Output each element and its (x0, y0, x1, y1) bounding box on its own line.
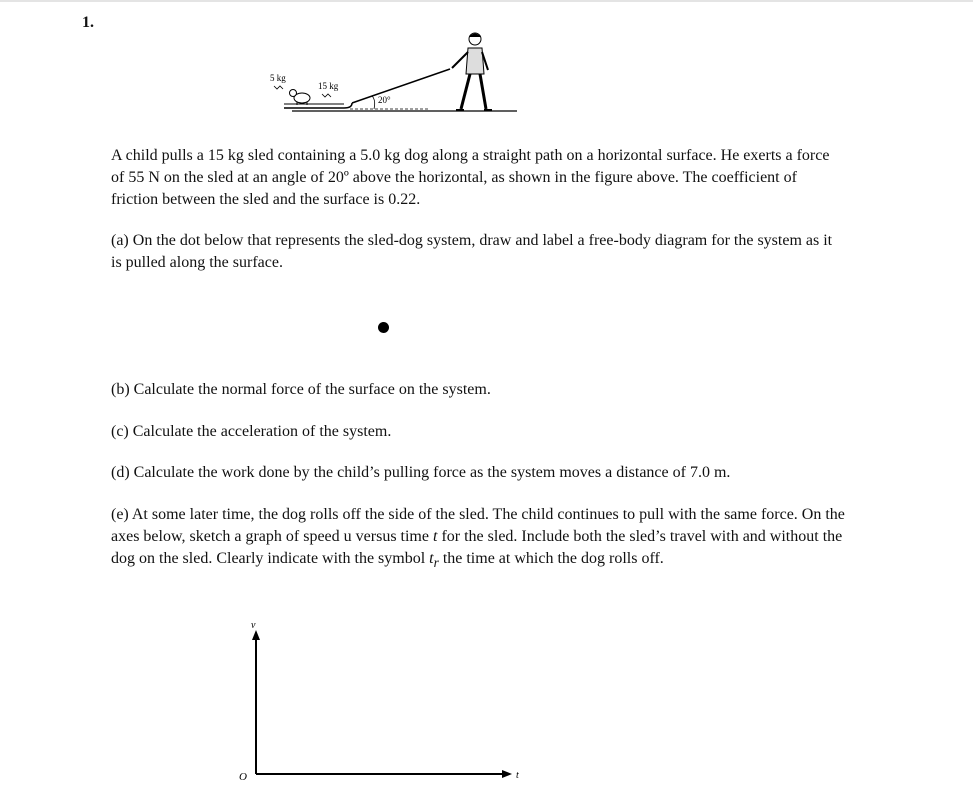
part-e-segment-1: (e) At some later time, the dog rolls off the side of the sled. The child continues to pull with the same force. On the axes below, sketch a graph of speed u versus time (111, 506, 845, 545)
part-e-tr-subscript: r (433, 555, 439, 571)
part-e-time-symbol: t (432, 528, 438, 545)
part-a-text: (a) On the dot below that represents the sled-dog system, draw and label a free-body diagram for the system as it is pulled along the surface. (111, 232, 833, 271)
part-e-segment-2: for the sled. Include both the sled’s travel with and without the dog on the sled. Clearly indicate with the symbol (111, 528, 843, 567)
problem-number: 1. (82, 14, 94, 31)
child-sketch (452, 33, 492, 110)
rope (352, 69, 450, 103)
part-d-text: (d) Calculate the work done by the child’s pulling force as the system moves a distance of 7.0 m. (111, 464, 731, 481)
part-e-tr-symbol: t (429, 550, 434, 567)
angle-arc (372, 96, 375, 109)
y-axis-label: v (251, 620, 256, 631)
y-axis-arrow (252, 630, 260, 640)
x-axis-label: t (516, 770, 519, 781)
part-e-text (111, 504, 846, 574)
angle-label: 20° (378, 95, 391, 105)
part-b-text: (b) Calculate the normal force of the surface on the system. (111, 381, 491, 398)
top-divider (0, 0, 973, 2)
system-dot[interactable] (378, 322, 389, 333)
speed-time-axes[interactable] (236, 618, 526, 788)
problem-intro: A child pulls a 15 kg sled containing a 5.0 kg dog along a straight path on a horizontal surface. He exerts a force of 55 N on the sled at an angle of 20º above the horizontal, as shown in the figure above. The coefficient of friction between the sled and the surface is 0.22. (111, 147, 830, 208)
sled-figure (262, 28, 522, 116)
part-c-text: (c) Calculate the acceleration of the system. (111, 423, 392, 440)
sled-mass-label: 15 kg (318, 81, 339, 91)
part-e-segment-3: the time at which the dog rolls off. (438, 550, 664, 567)
dog-sketch (290, 90, 311, 106)
x-axis-arrow (502, 770, 512, 778)
dog-mass-label: 5 kg (270, 73, 286, 83)
origin-label: O (239, 771, 247, 783)
